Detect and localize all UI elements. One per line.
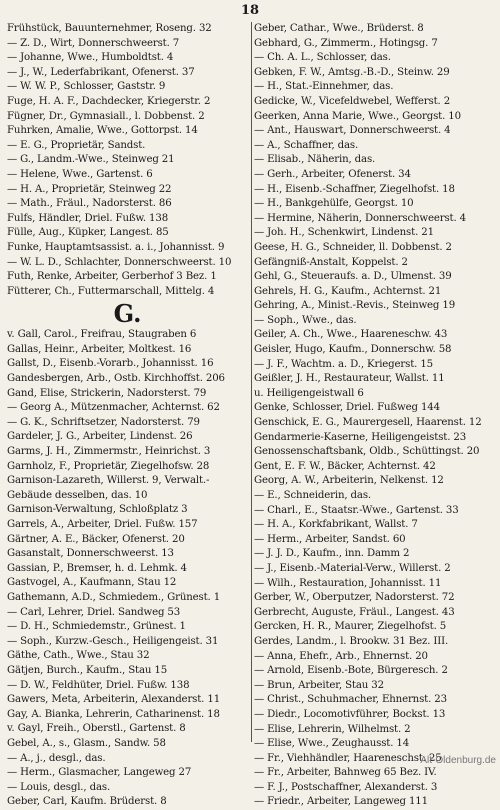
directory-entry: Fütterer, Ch., Futtermarschall, Mittelg. 4 xyxy=(7,285,215,297)
directory-entry: — Joh. H., Schenkwirt, Lindenst. 21 xyxy=(254,227,434,239)
directory-entry: Garms, J. H., Zimmermstr., Heinrichst. 3 xyxy=(7,446,211,458)
directory-entry: — Fr., Arbeiter, Bahnweg 65 Bez. IV. xyxy=(254,767,437,779)
directory-entry: Gätjen, Burch., Kaufm., Stau 15 xyxy=(7,664,168,676)
directory-entry: Gehl, G., Steueraufs. a. D., Ulmenst. 39 xyxy=(254,271,452,283)
directory-entry: Gerbrecht, Auguste, Fräul., Langest. 43 xyxy=(254,606,455,618)
directory-entry: Gärtner, A. E., Bäcker, Ofenerst. 20 xyxy=(7,533,185,545)
directory-entry: — A., Schaffner, das. xyxy=(254,139,359,151)
directory-entry: Geber, Carl, Kaufm. Brüderst. 8 xyxy=(7,796,167,808)
directory-entry: — Elisab., Näherin, das. xyxy=(254,154,376,166)
directory-entry: — Z. D., Wirt, Donnerschweerst. 7 xyxy=(7,37,180,49)
directory-entry: Gercken, H. R., Maurer, Ziegelhofst. 5 xyxy=(254,621,447,633)
directory-entry: Gent, E. F. W., Bäcker, Achternst. 42 xyxy=(254,460,436,472)
directory-entry: Gerdes, Landm., l. Brookw. 31 Bez. III. xyxy=(254,635,449,647)
directory-entry: — Ch. A. L., Schlosser, das. xyxy=(254,52,391,64)
directory-entry: — Friedr., Arbeiter, Langeweg 111 xyxy=(254,796,428,808)
directory-entry: — Johanne, Wwe., Humboldtst. 4 xyxy=(7,52,174,64)
directory-entry: Gasanstalt, Donnerschweerst. 13 xyxy=(7,548,174,560)
directory-entry: Gathemann, A.D., Schmiedem., Grünest. 1 xyxy=(7,591,221,603)
directory-entry: Gandesbergen, Arb., Ostb. Kirchhoffst. 206 xyxy=(7,373,225,385)
directory-entry: Fuhrken, Amalie, Wwe., Gottorpst. 14 xyxy=(7,125,198,137)
directory-entry: Geiler, A. Ch., Wwe., Haareneschw. 43 xyxy=(254,329,448,341)
directory-entry: — Fr., Viehhändler, Haareneschst. 25 xyxy=(254,752,442,764)
directory-entry: — H. A., Korkfabrikant, Wallst. 7 xyxy=(254,519,418,531)
directory-entry: Gastvogel, A., Kaufmann, Stau 12 xyxy=(7,577,177,589)
directory-entry: Gendarmerie-Kaserne, Heiligengeistst. 23 xyxy=(254,431,467,443)
directory-entry: — Ant., Hauswart, Donnerschweerst. 4 xyxy=(254,125,451,137)
directory-entry: — Wilh., Restauration, Johannisst. 11 xyxy=(254,577,442,589)
directory-entry: Gassian, P., Bremser, h. d. Lehmk. 4 xyxy=(7,562,187,574)
directory-entry: Geißler, J. H., Restaurateur, Wallst. 11 xyxy=(254,373,445,385)
directory-entry: Geese, H. G., Schneider, ll. Dobbenst. 2 xyxy=(254,241,452,253)
left-column xyxy=(7,22,252,808)
directory-entry: — D. H., Schmiedemstr., Grünest. 1 xyxy=(7,621,186,633)
directory-entry: — Gerh., Arbeiter, Ofenerst. 34 xyxy=(254,168,411,180)
directory-entry: — Elise, Lehrerin, Wilhelmst. 2 xyxy=(254,723,411,735)
directory-entry: — F. J., Postschaffner, Alexanderst. 3 xyxy=(254,781,438,793)
directory-entry: Fügner, Dr., Gymnasiall., l. Dobbenst. 2 xyxy=(7,110,205,122)
directory-entry: — J., Eisenb.-Material-Verw., Willerst. 2 xyxy=(254,562,451,574)
directory-entry: — Arnold, Eisenb.-Bote, Bürgeresch. 2 xyxy=(254,665,448,677)
directory-entry: — G., Landm.-Wwe., Steinweg 21 xyxy=(7,154,175,166)
directory-entry: Gawers, Meta, Arbeiterin, Alexanderst. 11 xyxy=(7,694,221,706)
directory-entry: — E. G., Proprietär, Sandst. xyxy=(7,139,146,151)
directory-entry: Garrels, A., Arbeiter, Driel. Fußw. 157 xyxy=(7,519,198,530)
directory-entry: — Carl, Lehrer, Driel. Sandweg 53 xyxy=(7,606,181,618)
directory-entry: v. Gall, Carol., Freifrau, Staugraben 6 xyxy=(7,329,197,341)
directory-entry: — Elise, Wwe., Zeughausst. 14 xyxy=(254,738,410,750)
directory-entry: Gebäude desselben, das. 10 xyxy=(7,489,148,501)
directory-entry: — D. W., Feldhüter, Driel. Fußw. 138 xyxy=(7,679,190,691)
directory-entry: — H., Eisenb.-Schaffner, Ziegelhofst. 18 xyxy=(254,183,455,195)
directory-entry: Garnholz, F., Proprietär, Ziegelhofsw. 28 xyxy=(7,460,210,472)
directory-entry: — H. A., Proprietär, Steinweg 22 xyxy=(7,183,172,195)
directory-entry: Fulfs, Händler, Driel. Fußw. 138 xyxy=(7,212,169,224)
page-number: 18 xyxy=(240,3,260,18)
directory-entry: Gardeler, J. G., Arbeiter, Lindenst. 26 xyxy=(7,431,193,443)
directory-entry: Gerber, W., Oberputzer, Nadorsterst. 72 xyxy=(254,592,455,604)
directory-entry: Geisler, Hugo, Kaufm., Donnerschw. 58 xyxy=(254,344,452,356)
directory-entry: — H., Stat.-Einnehmer, das. xyxy=(254,81,394,93)
directory-entry: — Soph., Wwe., das. xyxy=(254,314,357,326)
directory-entry: — Math., Fräul., Nadorsterst. 86 xyxy=(7,198,172,210)
directory-entry: Fuge, H. A. F., Dachdecker, Kriegerstr. 2 xyxy=(7,95,211,107)
directory-entry: — Charl., E., Staatsr.-Wwe., Gartenst. 33 xyxy=(254,504,459,516)
section-letter: G. xyxy=(113,299,142,329)
directory-entry: Gallas, Heinr., Arbeiter, Moltkest. 16 xyxy=(7,343,192,355)
directory-entry: Gebel, A., s., Glasm., Sandw. 58 xyxy=(7,737,166,749)
directory-entry: Gallst, D., Eisenb.-Vorarb., Johannisst. 16 xyxy=(7,358,214,370)
directory-entry: Garnison-Verwaltung, Schloßplatz 3 xyxy=(7,504,188,516)
directory-entry: Gand, Elise, Strickerin, Nadorsterst. 79 xyxy=(7,387,207,399)
directory-entry: — H., Bankgehülfe, Georgst. 10 xyxy=(254,198,414,210)
directory-entry: — Brun, Arbeiter, Stau 32 xyxy=(254,679,384,691)
directory-entry: Gäthe, Cath., Wwe., Stau 32 xyxy=(7,650,150,662)
directory-entry: — W. W. P., Schlosser, Gaststr. 9 xyxy=(7,81,166,93)
directory-entry: Gedicke, W., Vicefeldwebel, Wefferst. 2 xyxy=(254,95,451,107)
directory-entry: — Herm., Glasmacher, Langeweg 27 xyxy=(7,767,192,779)
directory-entry: — Christ., Schuhmacher, Ehnernst. 23 xyxy=(254,694,447,706)
directory-entry: — Herm., Arbeiter, Sandst. 60 xyxy=(254,533,406,545)
directory-entry: Fülle, Aug., Küpker, Langest. 85 xyxy=(7,227,169,239)
directory-entry: v. Gayl, Freih., Oberstl., Gartenst. 8 xyxy=(7,723,186,735)
directory-entry: Funke, Hauptamtsassist. a. i., Johannisst. 9 xyxy=(7,241,225,253)
directory-entry: — Soph., Kurzw.-Gesch., Heiligengeist. 31 xyxy=(7,635,219,647)
directory-entry: — Hermine, Näherin, Donnerschweerst. 4 xyxy=(254,212,466,224)
directory-entry: — Diedr., Locomotivführer, Bockst. 13 xyxy=(254,708,446,720)
directory-entry: Genossenschaftsbank, Oldb., Schüttingst. 20 xyxy=(254,446,480,458)
directory-entry: — J. F., Wachtm. a. D., Kriegerst. 15 xyxy=(254,358,434,370)
directory-entry: — G. K., Schriftsetzer, Nadorsterst. 79 xyxy=(7,416,200,428)
directory-entry: — W. L. D., Schlachter, Donnerschweerst. 10 xyxy=(7,256,232,268)
directory-entry: — J. J. D., Kaufm., inn. Damm 2 xyxy=(254,548,410,560)
watermark: Alt-Oldenburg.de xyxy=(420,755,496,766)
directory-entry: Genke, Schlosser, Driel. Fußweg 144 xyxy=(254,402,440,414)
directory-entry: Frühstück, Bauunternehmer, Roseng. 32 xyxy=(7,23,212,34)
directory-entry: Georg, A. W., Arbeiterin, Nelkenst. 12 xyxy=(254,475,444,487)
directory-entry: u. Heiligengeistwall 6 xyxy=(254,387,364,399)
directory-entry: Gehring, A., Minist.-Revis., Steinweg 19 xyxy=(254,300,456,312)
directory-entry: Garnison-Lazareth, Willerst. 9, Verwalt.- xyxy=(7,475,210,487)
directory-entry: — Louis, desgl., das. xyxy=(7,781,111,793)
directory-entry: Gebken, F. W., Amtsg.-B.-D., Steinw. 29 xyxy=(254,66,450,78)
directory-entry: Geber, Cathar., Wwe., Brüderst. 8 xyxy=(254,23,424,34)
directory-entry: Genschick, E. G., Maurergesell, Haarenst. 12 xyxy=(254,417,482,429)
directory-entry: — E., Schneiderin, das. xyxy=(254,490,371,501)
directory-entry: Geerken, Anna Marie, Wwe., Georgst. 10 xyxy=(254,110,461,122)
directory-entry: Gefängniß-Anstalt, Koppelst. 2 xyxy=(254,256,408,268)
directory-entry: — J., W., Lederfabrikant, Ofenerst. 37 xyxy=(7,66,195,78)
directory-entry: — Anna, Ehefr., Arb., Ehnernst. 20 xyxy=(254,650,428,662)
directory-entry: Gebhard, G., Zimmerm., Hotingsg. 7 xyxy=(254,37,438,49)
directory-entry: — Helene, Wwe., Gartenst. 6 xyxy=(7,168,153,180)
directory-entry: Futh, Renke, Arbeiter, Gerberhof 3 Bez. 1 xyxy=(7,271,217,283)
directory-entry: Gay, A. Bianka, Lehrerin, Catharinenst. 18 xyxy=(7,708,220,720)
directory-entry: — Georg A., Mützenmacher, Achternst. 62 xyxy=(7,402,220,414)
directory-entry: — A., j., desgl., das. xyxy=(7,752,106,764)
directory-entry: Gehrels, H. G., Kaufm., Achternst. 21 xyxy=(254,285,442,297)
